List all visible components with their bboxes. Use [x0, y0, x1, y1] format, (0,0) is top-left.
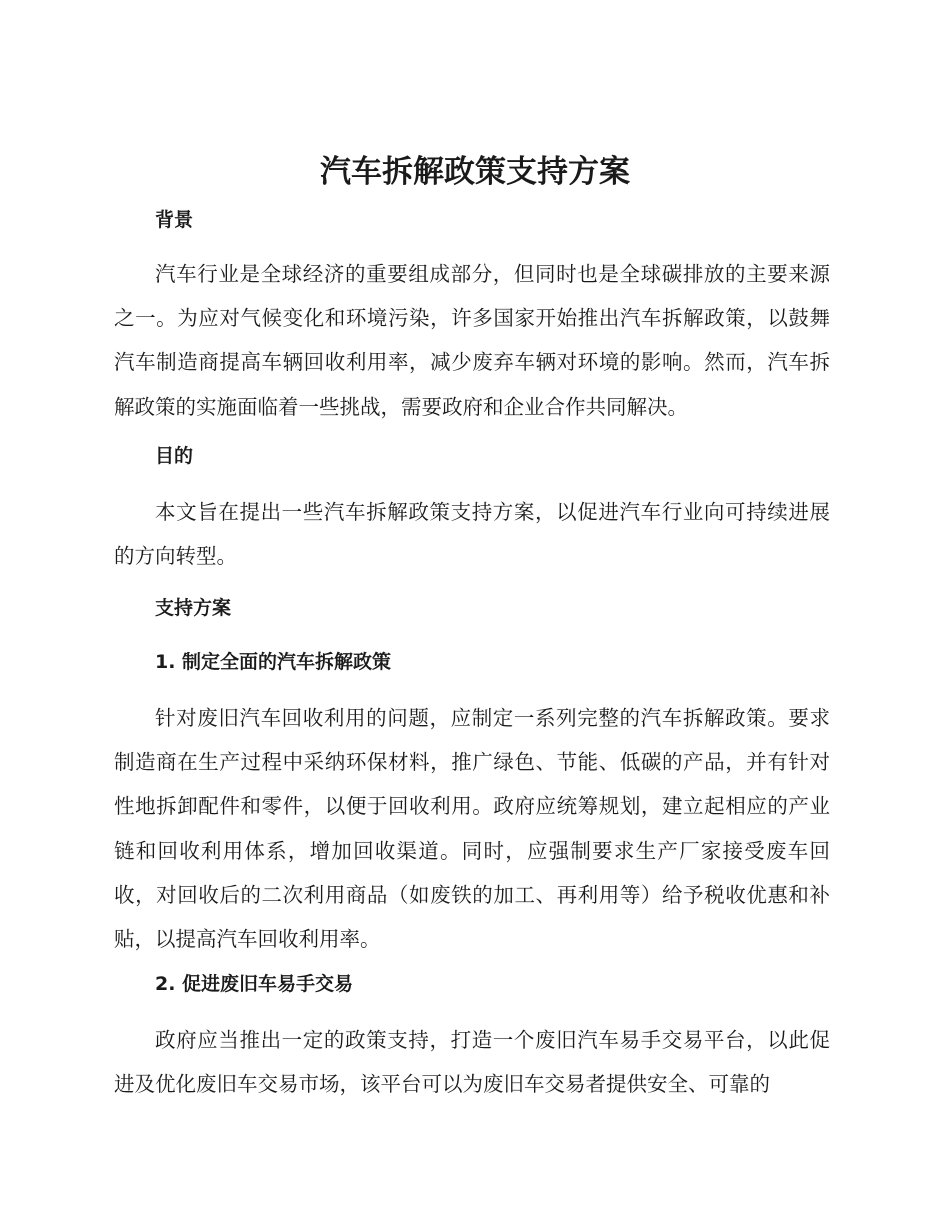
subsection-heading-2: 2. 促进废旧车易手交易	[155, 973, 354, 995]
section-heading-support: 支持方案	[155, 597, 232, 619]
paragraph-purpose: 本文旨在提出一些汽车拆解政策支持方案，以促进汽车行业向可持续进展的方向转型。	[114, 500, 830, 569]
document-title: 汽车拆解政策支持方案	[320, 154, 630, 190]
paragraph-background: 汽车行业是全球经济的重要组成部分，但同时也是全球碳排放的主要来源之一。为应对气候变化和环境污染，许多国家开始推出汽车拆解政策，以鼓舞汽车制造商提高车辆回收利用率，减少废弃车辆对环境的影响。然而，汽车拆解政策的实施面临着一些挑战，需要政府和企业合作共同解决。	[114, 262, 830, 419]
subsection-heading-1: 1. 制定全面的汽车拆解政策	[155, 651, 392, 673]
section-heading-purpose: 目的	[155, 445, 194, 467]
paragraph-item-2: 政府应当推出一定的政策支持，打造一个废旧汽车易手交易平台，以此促进及优化废旧车交易市场，该平台可以为废旧车交易者提供安全、可靠的	[114, 1028, 830, 1097]
paragraph-item-1: 针对废旧汽车回收利用的问题，应制定一系列完整的汽车拆解政策。要求制造商在生产过程中采纳环保材料，推广绿色、节能、低碳的产品，并有针对性地拆卸配件和零件，以便于回收利用。政府应统筹规划，建立起相应的产业链和回收利用体系，增加回收渠道。同时，应强制要求生产厂家接受废车回收，对回收后的二次利用商品（如废铁的加工、再利用等）给予税收优惠和补贴，以提高汽车回收利用率。	[114, 706, 830, 952]
section-heading-background: 背景	[155, 209, 194, 231]
